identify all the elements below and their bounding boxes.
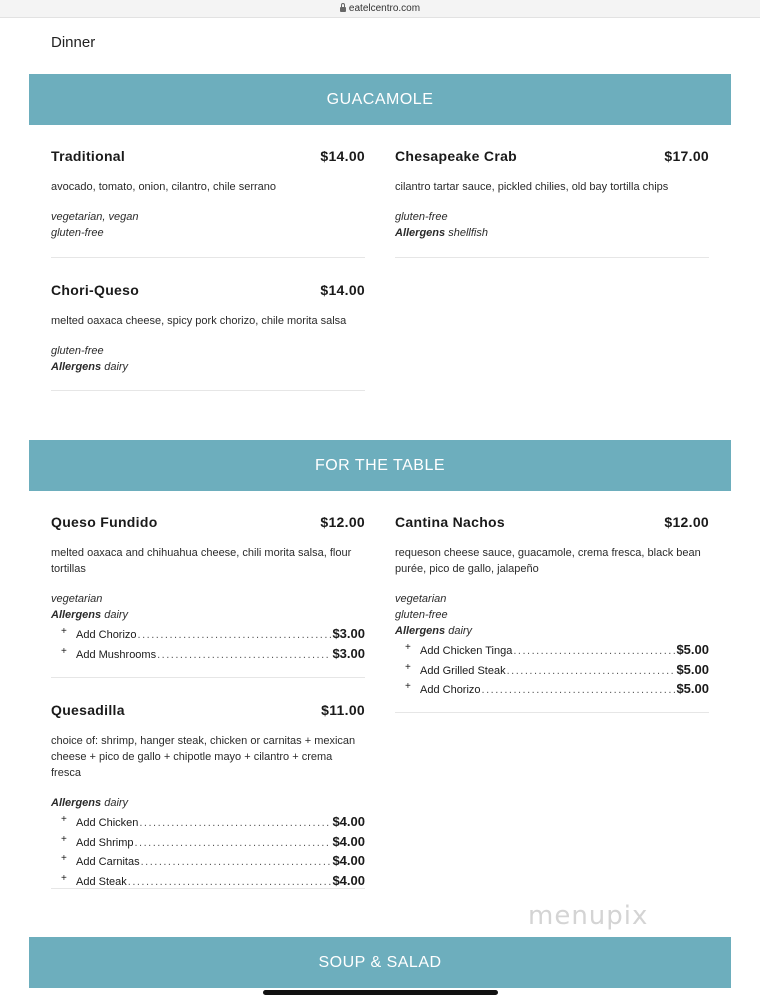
addon-list [51,812,365,890]
menu-item-chori-queso [51,282,365,391]
addon-price: $3.00 [332,626,365,641]
allergens-value: dairy [448,625,473,637]
allergens-line [51,795,365,811]
addon-label: Add Grilled Steak [420,664,506,677]
addon-option[interactable] [51,644,365,664]
item-tags [395,591,709,639]
item-description: cilantro tartar sauce, pickled chilies, old bay tortilla chips [395,181,669,193]
addon-option[interactable] [51,812,365,832]
addon-price: $4.00 [332,853,365,868]
menu-item-chesapeake-crab [395,148,709,258]
plus-icon: + [405,642,411,653]
item-price: $14.00 [320,148,365,164]
dot-leader [157,646,331,666]
allergens-label: Allergens [395,227,446,239]
item-price: $12.00 [320,514,365,530]
addon-option[interactable] [51,832,365,852]
lock-icon [340,7,346,12]
plus-icon: + [405,661,411,673]
addon-price: $5.00 [676,642,709,657]
addon-label: Add Chorizo [76,629,137,641]
home-indicator[interactable] [263,990,498,995]
addon-price: $4.00 [332,833,365,849]
dot-leader [134,834,331,854]
addon-label: Add Chicken Tinga [420,645,513,657]
addon-option[interactable] [51,851,365,871]
dot-leader [141,853,332,873]
addon-list [51,624,365,663]
url-text: eatelcentro.com [348,3,421,14]
section-header-guacamole: GUACAMOLE [29,74,731,125]
item-price: $12.00 [664,514,709,530]
addon-price: $5.00 [676,661,709,677]
item-tags [51,591,365,623]
menu-item-quesadilla [51,702,365,889]
dot-leader [128,873,332,893]
plus-icon: + [61,853,67,864]
addon-label: Add Mushrooms [76,648,157,661]
addon-label: Add Shrimp [76,836,134,849]
browser-url-bar[interactable] [0,0,760,18]
allergens-line [395,225,709,241]
menu-item-traditional [51,148,365,258]
addon-label: Add Chorizo [420,684,481,696]
dot-leader [513,642,675,662]
addon-price: $4.00 [332,872,365,888]
plus-icon: + [61,626,67,637]
item-name: Chesapeake Crab [395,148,518,164]
allergens-value: dairy [104,609,129,621]
dot-leader [139,814,331,834]
dietary-tag: gluten-free [51,227,104,239]
allergens-label: Allergens [51,609,102,621]
plus-icon: + [405,681,411,692]
addon-option[interactable] [51,871,365,891]
addon-option[interactable] [395,679,709,699]
dot-leader [138,626,332,646]
allergens-line [51,607,365,623]
addon-label: Add Chicken [76,817,139,829]
item-tags [51,343,365,375]
dietary-tag: vegetarian [51,593,103,605]
menu-item-queso-fundido [51,514,365,678]
item-tags [395,209,709,241]
plus-icon: + [61,814,67,825]
plus-icon: + [61,833,67,845]
item-tags [51,209,365,241]
item-name: Chori-Queso [51,282,140,298]
addon-option[interactable] [395,660,709,680]
section-header-soup-salad: SOUP & SALAD [29,937,731,988]
item-description: requeson cheese sauce, guacamole, crema fresca, black bean purée, pico de gallo, jalapeño [395,547,701,575]
addon-price: $4.00 [332,814,365,829]
dot-leader [482,681,676,701]
dietary-tag: vegetarian, vegan [51,211,139,223]
item-name: Queso Fundido [51,514,158,530]
dietary-tag: gluten-free [395,211,448,223]
watermark-logo: menupix [528,901,649,931]
addon-price: $3.00 [332,645,365,661]
item-description: choice of: shrimp, hanger steak, chicken or carnitas + mexican cheese + pico de gallo + chipotle mayo + cilantro + crema fresca [51,735,356,779]
addon-list [395,640,709,699]
menu-item-cantina-nachos [395,514,709,713]
plus-icon: + [61,645,67,657]
dietary-tag: vegetarian [395,593,447,605]
dot-leader [507,662,676,682]
addon-option[interactable] [51,624,365,644]
item-name: Quesadilla [51,702,125,718]
item-tags [51,795,365,811]
item-description: melted oaxaca cheese, spicy pork chorizo, chile morita salsa [51,315,347,327]
addon-label: Add Steak [76,875,127,888]
dietary-tag: gluten-free [51,345,104,357]
allergens-value: dairy [104,797,129,809]
addon-option[interactable] [395,640,709,660]
addon-label: Add Carnitas [76,856,140,868]
item-name: Traditional [51,148,126,164]
allergens-label: Allergens [51,361,102,373]
allergens-value: dairy [104,361,129,373]
page-title: Dinner [51,34,96,51]
addon-price: $5.00 [676,681,709,696]
item-price: $14.00 [320,282,365,298]
item-description: avocado, tomato, onion, cilantro, chile serrano [51,181,277,193]
plus-icon: + [61,872,67,884]
item-description: melted oaxaca and chihuahua cheese, chili morita salsa, flour tortillas [51,547,352,575]
section-header-for-the-table: FOR THE TABLE [29,440,731,491]
item-price: $11.00 [321,702,365,718]
allergens-value: shellfish [448,227,488,239]
allergens-line [51,359,365,375]
allergens-label: Allergens [51,797,102,809]
allergens-label: Allergens [395,625,446,637]
item-name: Cantina Nachos [395,514,505,530]
allergens-line [395,623,709,639]
item-price: $17.00 [664,148,709,164]
dietary-tag: gluten-free [395,609,448,621]
